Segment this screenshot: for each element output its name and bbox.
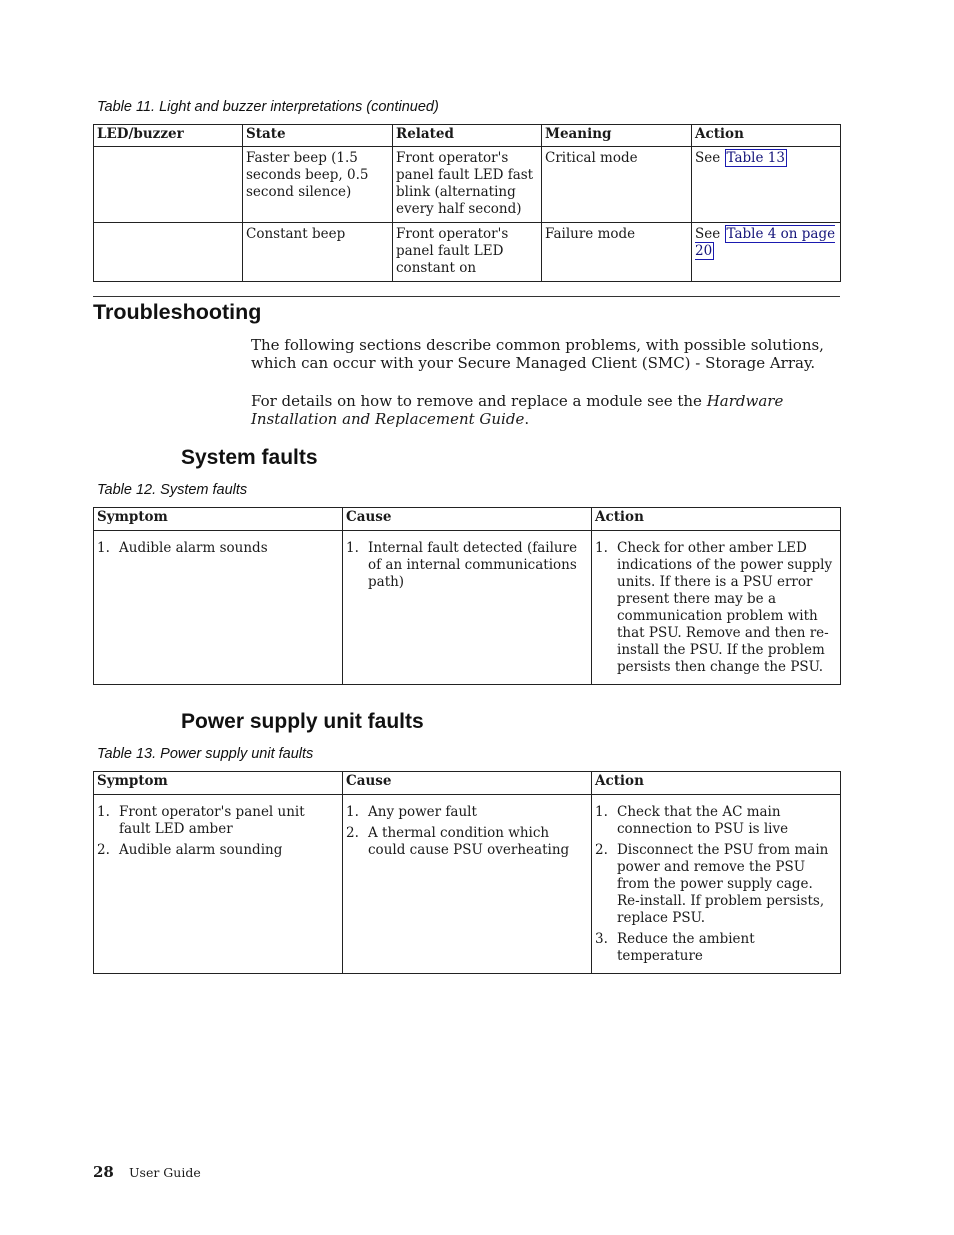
table11-caption: Table 11. Light and buzzer interpretations (continued) [97, 99, 439, 115]
table-cell-action [692, 223, 841, 282]
system-faults-heading: System faults [181, 446, 318, 469]
table11-header-led: LED/buzzer [94, 125, 243, 147]
list-item: 1. Internal fault detected (failure of an internal communications path) [346, 540, 578, 590]
table13-header-action: Action [592, 772, 841, 795]
troubleshooting-intro: The following sections describe common problems, with possible solutions, which can occur with your Secure Managed Client (SMC) - Storage Array. [251, 336, 824, 372]
action-prefix: See [695, 150, 721, 166]
table-4-page-20-link[interactable]: Table 4 on page 20 [695, 226, 836, 259]
table11 [93, 124, 841, 282]
footer-title: User Guide [129, 1165, 201, 1180]
cause-list [346, 804, 588, 859]
details-end: . [524, 410, 530, 428]
troubleshooting-heading: Troubleshooting [93, 300, 262, 324]
list-item: 1. Audible alarm sounds [97, 540, 268, 556]
psu-faults-heading: Power supply unit faults [181, 710, 424, 733]
table-cell-state: Faster beep (1.5 seconds beep, 0.5 second silence) [243, 147, 393, 223]
table-cell-action [692, 147, 841, 223]
symptom-list [97, 540, 339, 557]
table13-caption: Table 13. Power supply unit faults [97, 746, 314, 762]
list-item: 1. Check that the AC main connection to PSU is live [595, 804, 789, 837]
table12 [93, 507, 841, 685]
table11-header-row [94, 125, 841, 147]
table-cell-led [94, 223, 243, 282]
table-cell-meaning: Critical mode [542, 147, 692, 223]
action-cell [592, 531, 841, 685]
table12-header-cause: Cause [343, 508, 592, 531]
table11-header-action: Action [692, 125, 841, 147]
action-prefix: See [695, 226, 721, 242]
list-item: 1. Any power fault [346, 804, 477, 820]
guide-title: Hardware Installation and Replacement Guide [251, 392, 784, 428]
table-cell-meaning: Failure mode [542, 223, 692, 282]
table13-header-cause: Cause [343, 772, 592, 795]
cause-list [346, 540, 588, 591]
table-cell-led [94, 147, 243, 223]
table-row [94, 223, 841, 282]
symptom-cell [94, 531, 343, 685]
action-list [595, 804, 837, 965]
table-row [94, 795, 841, 974]
table13-header-symptom: Symptom [94, 772, 343, 795]
section-divider [93, 296, 840, 297]
list-item: 2. Audible alarm sounding [97, 842, 283, 858]
table13-header-row [94, 772, 841, 795]
table-cell-related: Front operator's panel fault LED constant on [393, 223, 542, 282]
page-number: 28 [93, 1163, 114, 1181]
table12-caption: Table 12. System faults [97, 482, 248, 498]
table-row [94, 531, 841, 685]
action-list [595, 540, 837, 676]
table11-header-related: Related [393, 125, 542, 147]
symptom-list [97, 804, 339, 859]
action-cell [592, 795, 841, 974]
table-row [94, 147, 841, 223]
list-item: 3. Reduce the ambient temperature [595, 931, 755, 964]
list-item: 1. Check for other amber LED indications of the power supply units. If there is a PSU error present there may be a communication problem with that PSU. Remove and then re-install the PSU. If the problem persists then change the PSU. [595, 540, 833, 675]
troubleshooting-details [251, 392, 836, 428]
table13 [93, 771, 841, 974]
list-item: 1. Front operator's panel unit fault LED amber [97, 804, 305, 837]
table12-header-row [94, 508, 841, 531]
table11-header-meaning: Meaning [542, 125, 692, 147]
table12-header-symptom: Symptom [94, 508, 343, 531]
cause-cell [343, 795, 592, 974]
cause-cell [343, 531, 592, 685]
table-cell-state: Constant beep [243, 223, 393, 282]
table-cell-related: Front operator's panel fault LED fast blink (alternating every half second) [393, 147, 542, 223]
list-item: 2. Disconnect the PSU from main power and remove the PSU from the power supply cage. Re-install. If problem persists, replace PSU. [595, 842, 829, 926]
table-13-link[interactable]: Table 13 [726, 150, 785, 166]
list-item: 2. A thermal condition which could cause PSU overheating [346, 825, 570, 858]
table11-header-state: State [243, 125, 393, 147]
table12-header-action: Action [592, 508, 841, 531]
symptom-cell [94, 795, 343, 974]
details-text: For details on how to remove and replace a module see the [251, 392, 707, 410]
